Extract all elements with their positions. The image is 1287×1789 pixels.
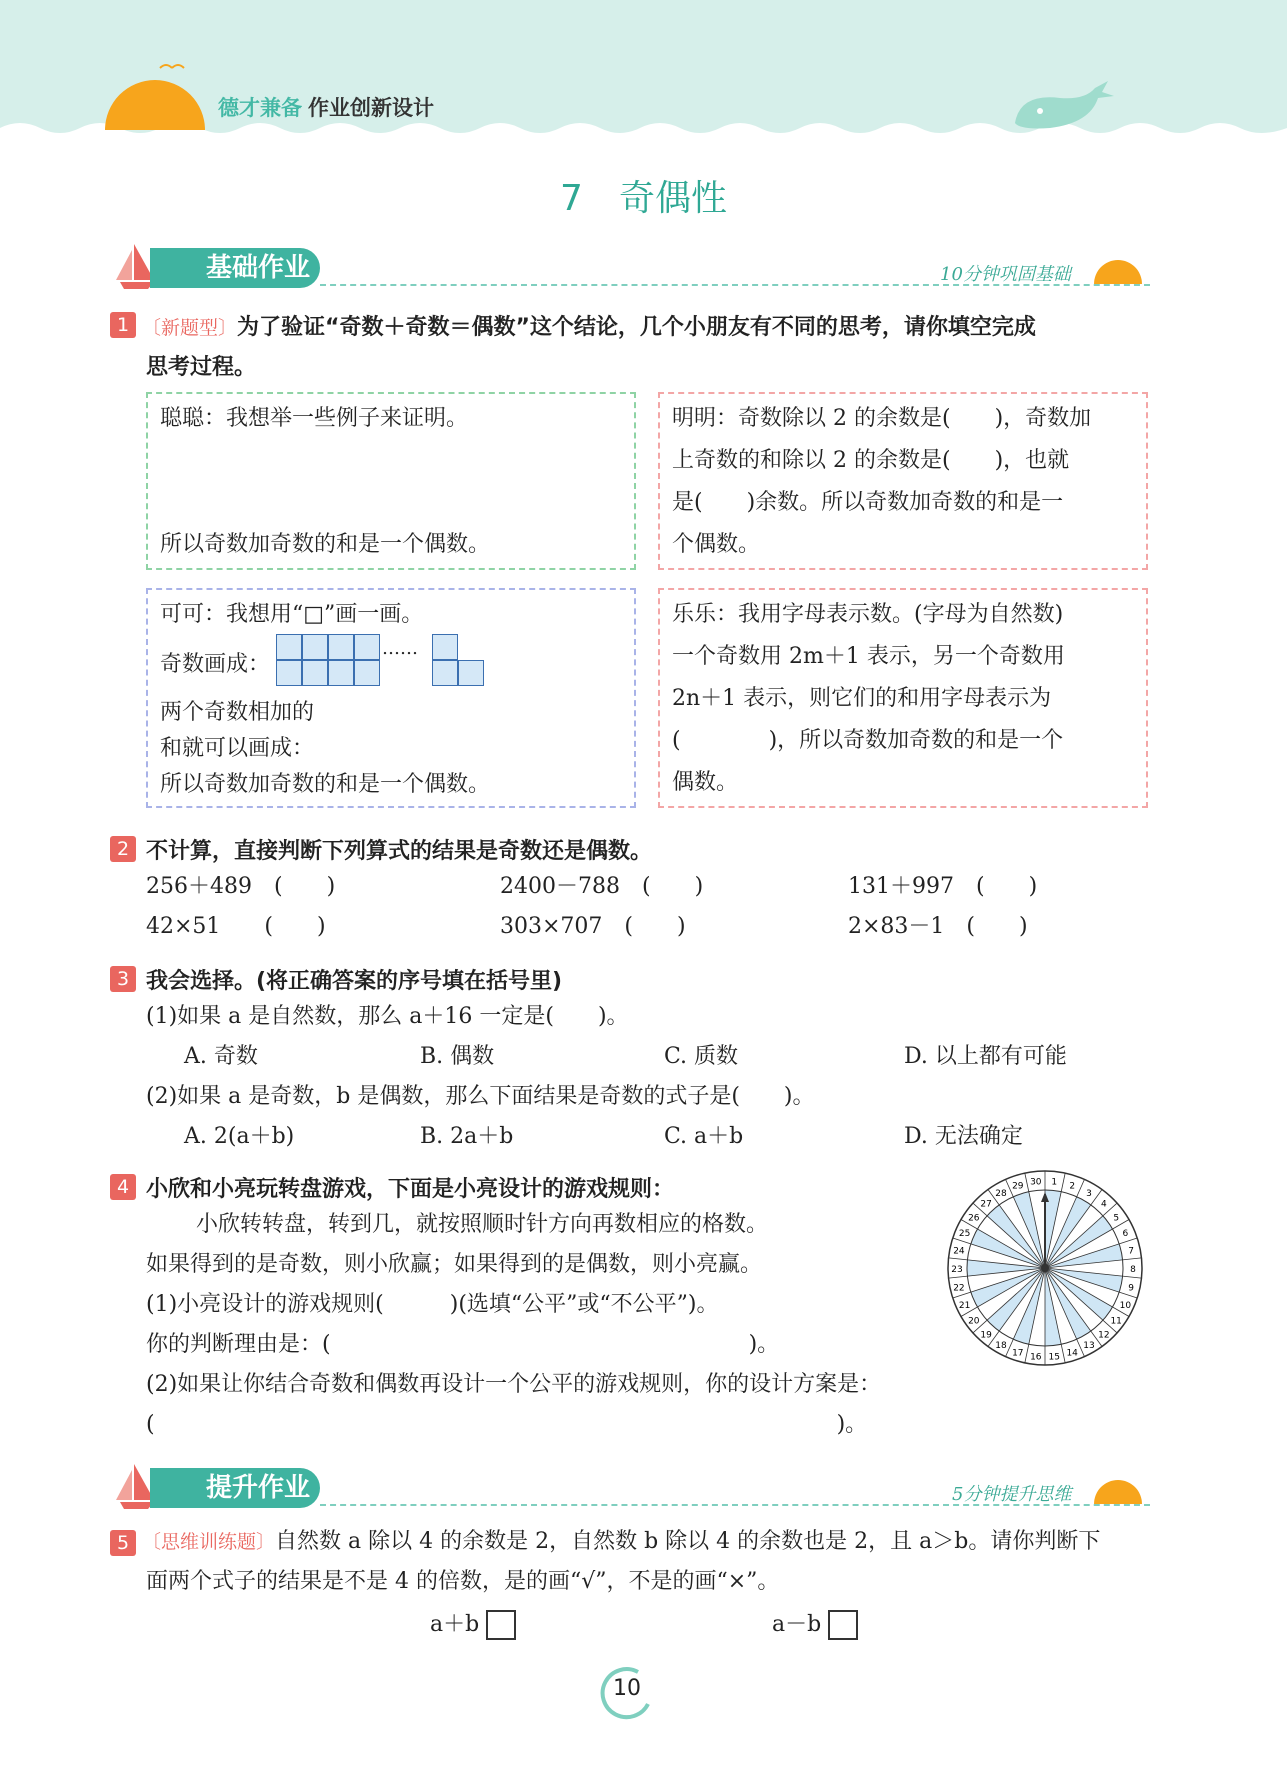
option: C. 质数 bbox=[664, 1044, 739, 1069]
congcong-line: 聪聪：我想举一些例子来证明。 bbox=[160, 406, 469, 431]
expression-diff-label: a－b bbox=[772, 1612, 822, 1637]
sun-icon bbox=[100, 60, 210, 130]
question-text: 为了验证“奇数＋奇数＝偶数”这个结论，几个小朋友有不同的思考，请你填空完成 bbox=[237, 315, 1036, 340]
small-sun-icon bbox=[1090, 252, 1150, 286]
rule-line: 小欣转转盘，转到几，就按照顺时针方向再数相应的格数。 bbox=[196, 1212, 769, 1237]
lele-line: 一个奇数用 2m＋1 表示，另一个奇数用 bbox=[672, 644, 1065, 669]
keke-line: 可可：我想用“□”画一画。 bbox=[160, 602, 424, 627]
keke-conclusion: 所以奇数加奇数的和是一个偶数。 bbox=[160, 772, 491, 797]
wheel-number: 26 bbox=[968, 1213, 980, 1224]
rule-line: (2)如果让你结合奇数和偶数再设计一个公平的游戏规则，你的设计方案是： bbox=[146, 1372, 882, 1397]
brand-green: 德才兼备 bbox=[218, 96, 302, 120]
small-sun-icon bbox=[1090, 1472, 1150, 1506]
section-advanced-tag: 5分钟提升思维 bbox=[952, 1484, 1072, 1505]
section-advanced-banner: 提升作业 bbox=[150, 1468, 320, 1508]
lele-box bbox=[658, 588, 1148, 808]
wheel-number: 11 bbox=[1110, 1316, 1122, 1327]
lele-line: 乐乐：我用字母表示数。(字母为自然数) bbox=[672, 602, 1064, 627]
brand-dark: 作业创新设计 bbox=[308, 96, 434, 120]
wheel-number: 16 bbox=[1030, 1352, 1042, 1363]
question-number: 1 bbox=[110, 312, 136, 338]
keke-line: 两个奇数相加的 bbox=[160, 700, 315, 725]
mingming-line: 个偶数。 bbox=[672, 532, 761, 557]
option: A. 2(a＋b) bbox=[184, 1124, 295, 1149]
keke-box bbox=[146, 588, 636, 808]
odd-number-drawing bbox=[276, 634, 484, 688]
option: D. 无法确定 bbox=[904, 1124, 1023, 1149]
wheel-number: 19 bbox=[980, 1330, 992, 1341]
wheel-number: 4 bbox=[1101, 1199, 1107, 1210]
question-tag: 〔新题型〕 bbox=[142, 317, 238, 339]
question-text-cont: 面两个式子的结果是不是 4 的倍数，是的画“√”，不是的画“×”。 bbox=[146, 1569, 780, 1594]
rule-line: 你的判断理由是：( )。 bbox=[146, 1332, 780, 1357]
congcong-box bbox=[146, 392, 636, 570]
page-title: 7 奇偶性 bbox=[560, 178, 727, 219]
mingming-line: 是( )余数。所以奇数加奇数的和是一 bbox=[672, 490, 1064, 515]
question-number: 5 bbox=[110, 1530, 136, 1556]
rule-line: ( )。 bbox=[146, 1412, 868, 1437]
option: A. 奇数 bbox=[184, 1044, 258, 1069]
wheel-number: 14 bbox=[1066, 1348, 1078, 1359]
lele-line: 偶数。 bbox=[672, 770, 739, 795]
wheel-number: 5 bbox=[1113, 1213, 1120, 1224]
question-tag: 〔思维训练题〕 bbox=[142, 1531, 276, 1553]
option: B. 2a＋b bbox=[420, 1124, 514, 1149]
wheel-number: 22 bbox=[953, 1283, 965, 1294]
ellipsis: …… bbox=[382, 638, 418, 659]
question-number: 4 bbox=[110, 1174, 136, 1200]
wheel-number: 8 bbox=[1130, 1265, 1136, 1275]
lele-line: ( )，所以奇数加奇数的和是一个 bbox=[672, 728, 1064, 753]
sub-question: (1)如果 a 是自然数，那么 a＋16 一定是( )。 bbox=[146, 1004, 629, 1029]
wheel-number: 29 bbox=[1012, 1181, 1024, 1192]
expression-sum bbox=[430, 1604, 516, 1646]
spinner-wheel bbox=[945, 1168, 1145, 1368]
question-number: 2 bbox=[110, 836, 136, 862]
wheel-number: 20 bbox=[968, 1316, 980, 1327]
sub-question: (2)如果 a 是奇数，b 是偶数，那么下面结果是奇数的式子是( )。 bbox=[146, 1084, 815, 1109]
expression-item: 131＋997 ( ) bbox=[848, 874, 1038, 899]
keke-line: 奇数画成： bbox=[160, 652, 271, 677]
wheel-number: 3 bbox=[1086, 1188, 1092, 1199]
expression-diff bbox=[772, 1604, 858, 1646]
wheel-number: 21 bbox=[958, 1300, 971, 1311]
wheel-number: 2 bbox=[1069, 1181, 1076, 1192]
brand bbox=[218, 92, 434, 122]
wheel-number: 27 bbox=[980, 1199, 992, 1210]
question-text: 自然数 a 除以 4 的余数是 2，自然数 b 除以 4 的余数也是 2，且 a＞b。请你判断下 bbox=[275, 1529, 1101, 1554]
mingming-line: 明明：奇数除以 2 的余数是( )，奇数加 bbox=[672, 406, 1092, 431]
question-number: 3 bbox=[110, 966, 136, 992]
expression-item: 256＋489 ( ) bbox=[146, 874, 336, 899]
wheel-number: 18 bbox=[995, 1341, 1007, 1352]
expression-item: 42×51 ( ) bbox=[146, 914, 326, 939]
section-basic-tag: 10分钟巩固基础 bbox=[940, 264, 1071, 285]
question-text-cont: 思考过程。 bbox=[146, 355, 257, 380]
wheel-number: 25 bbox=[958, 1229, 971, 1240]
wheel-number: 24 bbox=[953, 1246, 965, 1257]
whale-icon bbox=[1010, 78, 1120, 133]
mingming-line: 上奇数的和除以 2 的余数是( )，也就 bbox=[672, 448, 1070, 473]
mingming-box bbox=[658, 392, 1148, 570]
expression-item: 303×707 ( ) bbox=[500, 914, 686, 939]
answer-box[interactable] bbox=[828, 1610, 858, 1640]
wheel-number: 23 bbox=[951, 1265, 963, 1275]
wheel-number: 17 bbox=[1012, 1348, 1024, 1359]
wheel-number: 6 bbox=[1122, 1229, 1129, 1240]
option: D. 以上都有可能 bbox=[904, 1044, 1067, 1069]
page-number: 10 bbox=[613, 1676, 641, 1701]
option: C. a＋b bbox=[664, 1124, 744, 1149]
lele-line: 2n＋1 表示，则它们的和用字母表示为 bbox=[672, 686, 1052, 711]
wheel-number: 13 bbox=[1083, 1341, 1095, 1352]
wheel-number: 10 bbox=[1119, 1300, 1132, 1311]
rule-line: (1)小亮设计的游戏规则( )(选填“公平”或“不公平”)。 bbox=[146, 1292, 719, 1317]
section-basic-banner: 基础作业 bbox=[150, 248, 320, 288]
wheel-number: 30 bbox=[1030, 1177, 1042, 1188]
wheel-number: 7 bbox=[1128, 1246, 1134, 1257]
wheel-number: 15 bbox=[1048, 1352, 1060, 1363]
option: B. 偶数 bbox=[420, 1044, 495, 1069]
question-text: 我会选择。(将正确答案的序号填在括号里) bbox=[146, 969, 563, 994]
expression-item: 2×83－1 ( ) bbox=[848, 914, 1028, 939]
wheel-number: 9 bbox=[1128, 1283, 1134, 1294]
wheel-number: 12 bbox=[1098, 1330, 1110, 1341]
wheel-number: 28 bbox=[995, 1188, 1007, 1199]
expression-sum-label: a＋b bbox=[430, 1612, 480, 1637]
question-text: 小欣和小亮玩转盘游戏，下面是小亮设计的游戏规则： bbox=[146, 1177, 675, 1202]
wheel-number: 1 bbox=[1051, 1177, 1058, 1188]
answer-box[interactable] bbox=[486, 1610, 516, 1640]
expression-item: 2400－788 ( ) bbox=[500, 874, 704, 899]
question-text: 不计算，直接判断下列算式的结果是奇数还是偶数。 bbox=[146, 839, 653, 864]
keke-line: 和就可以画成： bbox=[160, 736, 315, 761]
rule-line: 如果得到的是奇数，则小欣赢；如果得到的是偶数，则小亮赢。 bbox=[146, 1252, 763, 1277]
congcong-conclusion: 所以奇数加奇数的和是一个偶数。 bbox=[160, 532, 491, 557]
